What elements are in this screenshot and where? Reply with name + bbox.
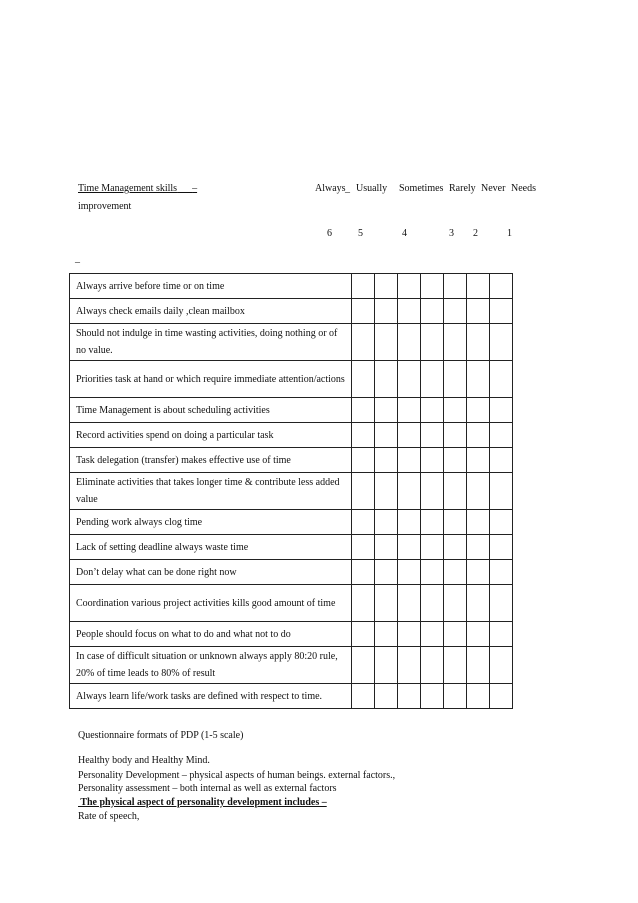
rating-cell[interactable]: [398, 423, 421, 448]
rating-cell[interactable]: [444, 423, 467, 448]
statement-cell: Pending work always clog time: [70, 510, 352, 535]
rating-cell[interactable]: [352, 535, 375, 560]
rating-cell[interactable]: [375, 622, 398, 647]
rating-cell[interactable]: [398, 622, 421, 647]
text-line-3: Personality assessment – both internal as well as external factors: [78, 783, 337, 794]
rating-cell[interactable]: [444, 274, 467, 299]
table-row: [70, 560, 513, 585]
table-row: [70, 448, 513, 473]
rating-cell[interactable]: [375, 585, 398, 622]
table-row: [70, 423, 513, 448]
rating-cell[interactable]: [375, 560, 398, 585]
rating-cell[interactable]: [398, 361, 421, 398]
rating-cell[interactable]: [352, 324, 375, 361]
rating-cell[interactable]: [467, 398, 490, 423]
rating-cell[interactable]: [398, 299, 421, 324]
rating-cell[interactable]: [490, 299, 513, 324]
rating-cell[interactable]: [421, 398, 444, 423]
rating-cell[interactable]: [352, 423, 375, 448]
section-heading: The physical aspect of personality development includes –: [78, 797, 327, 808]
rating-cell[interactable]: [490, 585, 513, 622]
rating-cell[interactable]: [490, 535, 513, 560]
rating-cell[interactable]: [375, 510, 398, 535]
rating-cell[interactable]: [467, 423, 490, 448]
rating-cell[interactable]: [490, 448, 513, 473]
rating-cell[interactable]: [490, 622, 513, 647]
rating-cell[interactable]: [467, 647, 490, 684]
rating-cell[interactable]: [421, 274, 444, 299]
rating-cell[interactable]: [467, 535, 490, 560]
rating-number-5: 5: [358, 228, 363, 239]
rating-cell[interactable]: [490, 361, 513, 398]
rating-cell[interactable]: [421, 647, 444, 684]
rating-cell[interactable]: [421, 684, 444, 709]
rating-cell[interactable]: [375, 398, 398, 423]
table-row: [70, 299, 513, 324]
statement-cell: Don’t delay what can be done right now: [70, 560, 352, 585]
table-row: [70, 585, 513, 622]
text-line-1: Healthy body and Healthy Mind.: [78, 755, 210, 766]
rating-cell[interactable]: [444, 684, 467, 709]
rating-number-6: 6: [327, 228, 332, 239]
rating-cell[interactable]: [352, 647, 375, 684]
table-row: [70, 473, 513, 510]
statement-cell: Time Management is about scheduling activities: [70, 398, 352, 423]
rating-cell[interactable]: [398, 274, 421, 299]
rating-cell[interactable]: [375, 361, 398, 398]
rating-cell[interactable]: [467, 299, 490, 324]
rating-cell[interactable]: [421, 324, 444, 361]
text-line-2: Personality Development – physical aspects of human beings. external factors.,: [78, 770, 396, 781]
rating-label-never: Never: [481, 183, 506, 194]
rating-cell[interactable]: [467, 448, 490, 473]
rating-cell[interactable]: [375, 448, 398, 473]
rating-cell[interactable]: [467, 510, 490, 535]
rating-cell[interactable]: [444, 622, 467, 647]
rating-cell[interactable]: [490, 423, 513, 448]
rating-cell[interactable]: [375, 473, 398, 510]
table-row: [70, 622, 513, 647]
rating-cell[interactable]: [421, 361, 444, 398]
rating-cell[interactable]: [352, 361, 375, 398]
table-row: [70, 535, 513, 560]
stray-underscore: _: [75, 253, 80, 264]
rating-label-usually: Usually: [356, 183, 388, 194]
rating-cell[interactable]: [467, 274, 490, 299]
rating-label-underscore: _: [345, 183, 350, 194]
rating-number-2: 2: [473, 228, 478, 239]
rating-label-rarely: Rarely: [449, 183, 476, 194]
rating-cell[interactable]: [490, 510, 513, 535]
rating-label-always: Always: [315, 183, 346, 194]
table-row: [70, 684, 513, 709]
rating-number-1: 1: [507, 228, 512, 239]
rating-cell[interactable]: [467, 585, 490, 622]
statement-cell: Task delegation (transfer) makes effective use of time: [70, 448, 352, 473]
rating-cell[interactable]: [467, 473, 490, 510]
rating-cell[interactable]: [444, 535, 467, 560]
rating-cell[interactable]: [375, 299, 398, 324]
rating-table-body: [70, 274, 513, 709]
rating-cell[interactable]: [352, 684, 375, 709]
rating-cell[interactable]: [490, 647, 513, 684]
rating-cell[interactable]: [421, 510, 444, 535]
rating-cell[interactable]: [490, 398, 513, 423]
rating-cell[interactable]: [444, 473, 467, 510]
rating-cell[interactable]: [398, 510, 421, 535]
rating-cell[interactable]: [352, 510, 375, 535]
table-row: [70, 647, 513, 684]
rating-cell[interactable]: [352, 560, 375, 585]
rating-cell[interactable]: [352, 299, 375, 324]
skill-title-gap: [177, 183, 192, 194]
rating-cell[interactable]: [352, 274, 375, 299]
rating-cell[interactable]: [352, 585, 375, 622]
table-row: [70, 361, 513, 398]
rating-cell[interactable]: [352, 622, 375, 647]
rating-cell[interactable]: [421, 448, 444, 473]
rating-cell[interactable]: [421, 473, 444, 510]
rating-cell[interactable]: [398, 684, 421, 709]
rating-cell[interactable]: [467, 560, 490, 585]
rating-cell[interactable]: [398, 585, 421, 622]
rating-cell[interactable]: [421, 535, 444, 560]
rating-cell[interactable]: [490, 560, 513, 585]
rating-cell[interactable]: [467, 684, 490, 709]
statement-cell: Should not indulge in time wasting activities, doing nothing or of no value.: [70, 324, 352, 361]
rating-cell[interactable]: [490, 684, 513, 709]
rating-cell[interactable]: [444, 560, 467, 585]
rating-cell[interactable]: [444, 398, 467, 423]
rating-cell[interactable]: [352, 448, 375, 473]
statement-cell: People should focus on what to do and what not to do: [70, 622, 352, 647]
statement-cell: Always check emails daily ,clean mailbox: [70, 299, 352, 324]
rating-cell[interactable]: [398, 324, 421, 361]
table-row: [70, 510, 513, 535]
rating-cell[interactable]: [490, 324, 513, 361]
rating-cell[interactable]: [467, 622, 490, 647]
statement-cell: Record activities spend on doing a particular task: [70, 423, 352, 448]
statement-cell: Eliminate activities that takes longer time & contribute less added value: [70, 473, 352, 510]
rating-cell[interactable]: [375, 647, 398, 684]
rating-cell[interactable]: [398, 535, 421, 560]
rating-cell[interactable]: [444, 448, 467, 473]
rating-cell[interactable]: [490, 473, 513, 510]
rating-cell[interactable]: [375, 535, 398, 560]
skill-title: [78, 182, 197, 196]
statement-cell: Lack of setting deadline always waste time: [70, 535, 352, 560]
rating-label-sometimes: Sometimes: [399, 183, 444, 194]
rating-cell[interactable]: [467, 324, 490, 361]
rating-cell[interactable]: [444, 510, 467, 535]
rating-cell[interactable]: [398, 647, 421, 684]
rating-label-needs: Needs: [511, 183, 536, 194]
rating-cell[interactable]: [444, 647, 467, 684]
rating-cell[interactable]: [375, 684, 398, 709]
statement-cell: In case of difficult situation or unknown always apply 80:20 rule, 20% of time leads to 80% of result: [70, 647, 352, 684]
rating-cell[interactable]: [444, 361, 467, 398]
statement-cell: Always arrive before time or on time: [70, 274, 352, 299]
rating-cell[interactable]: [421, 560, 444, 585]
table-row: [70, 324, 513, 361]
improvement-label: improvement: [78, 201, 132, 212]
rating-cell[interactable]: [398, 448, 421, 473]
rating-cell[interactable]: [444, 585, 467, 622]
rating-cell[interactable]: [375, 324, 398, 361]
skill-title-text: Time Management skills: [78, 183, 178, 194]
text-line-4: Rate of speech,: [78, 811, 140, 822]
questionnaire-line: Questionnaire formats of PDP (1-5 scale): [78, 730, 244, 741]
rating-cell[interactable]: [421, 585, 444, 622]
rating-cell[interactable]: [490, 274, 513, 299]
rating-cell[interactable]: [398, 560, 421, 585]
rating-cell[interactable]: [467, 361, 490, 398]
rating-cell[interactable]: [352, 473, 375, 510]
rating-cell[interactable]: [421, 423, 444, 448]
table-row: [70, 274, 513, 299]
rating-number-3: 3: [449, 228, 454, 239]
rating-cell[interactable]: [444, 324, 467, 361]
rating-cell[interactable]: [444, 299, 467, 324]
rating-cell[interactable]: [421, 622, 444, 647]
statement-cell: Priorities task at hand or which require immediate attention/actions: [70, 361, 352, 398]
rating-cell[interactable]: [421, 299, 444, 324]
table-row: [70, 398, 513, 423]
statement-cell: Always learn life/work tasks are defined with respect to time.: [70, 684, 352, 709]
rating-cell[interactable]: [375, 274, 398, 299]
statement-cell: Coordination various project activities kills good amount of time: [70, 585, 352, 622]
rating-cell[interactable]: [375, 423, 398, 448]
rating-number-4: 4: [402, 228, 407, 239]
skill-title-dash: –: [192, 183, 198, 194]
rating-cell[interactable]: [398, 398, 421, 423]
rating-cell[interactable]: [352, 398, 375, 423]
rating-table: [69, 273, 513, 709]
rating-cell[interactable]: [398, 473, 421, 510]
